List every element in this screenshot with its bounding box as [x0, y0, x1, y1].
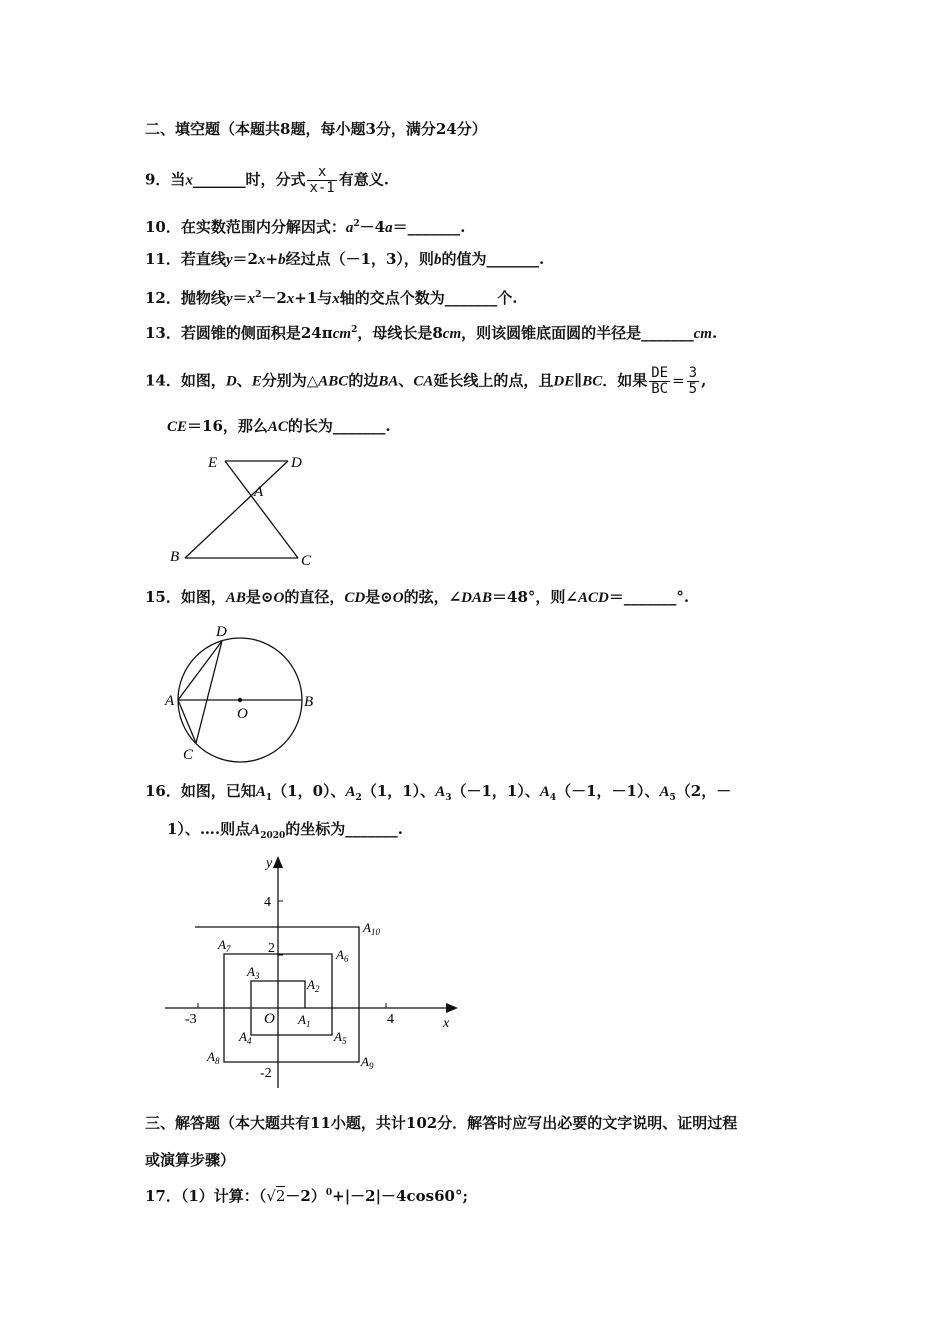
label-A: A — [254, 484, 264, 500]
q14-ABC: ABC — [318, 373, 349, 390]
q14-AC: AC — [267, 419, 288, 435]
label-B: B — [304, 694, 314, 710]
q11-plus: + — [265, 250, 279, 268]
label-C: C — [301, 553, 312, 569]
q16-A3-coord: （－1，1）、 — [451, 782, 540, 800]
q14-sep: 、 — [236, 371, 252, 390]
label-A9: $A_9$ — [361, 1054, 374, 1071]
label-O: O — [237, 706, 248, 722]
q16-A5-letter: A — [659, 784, 670, 800]
q16-line2-pre: 1）、….则点 — [167, 820, 251, 838]
tick-label-x4: 4 — [387, 1012, 394, 1027]
q17-radicand: 2 — [275, 1187, 286, 1205]
tick-label-y4: 4 — [264, 895, 271, 910]
y-axis-arrow-icon — [273, 856, 283, 868]
q14-sep2: 、 — [398, 371, 414, 390]
label-A2: $A_2$ — [307, 977, 320, 994]
question-15 — [145, 587, 689, 608]
figure-15 — [160, 617, 320, 765]
q11-b: b — [278, 252, 286, 268]
q10-text: 10．在实数范围内分解因式： — [145, 218, 346, 236]
label-D: D — [216, 624, 227, 640]
q14-mid2: 的边 — [348, 371, 379, 390]
q17-sqrt: √2 — [266, 1187, 286, 1205]
q15-text: 15．如图， — [145, 588, 226, 606]
figure-14 — [160, 448, 330, 573]
q15-mid5: ＝48°，则∠ — [492, 588, 578, 606]
q11-eq: ＝2 — [232, 250, 258, 268]
q16-A1-sub: 1 — [265, 793, 273, 803]
chord-AD — [178, 641, 222, 700]
q16-A4-sub: 4 — [549, 793, 557, 803]
q12-x3: x — [332, 291, 340, 307]
q14-comma: , — [701, 371, 707, 390]
center-O-dot — [238, 698, 242, 702]
label-A10: $A_{10}$ — [363, 920, 380, 937]
q14-mid: 分别为△ — [261, 371, 319, 390]
q12-y: y — [225, 291, 233, 307]
q16-A2-coord: （1，1）、 — [361, 782, 436, 800]
q16-A1-letter: A — [255, 784, 266, 800]
q11-text: 11．若直线 — [145, 250, 226, 268]
q9-text-post: 有意义. — [338, 170, 389, 189]
q16-A2-sub: 2 — [355, 793, 362, 803]
question-14-line2 — [167, 416, 391, 437]
q13-post: . — [711, 324, 718, 342]
question-16 — [145, 781, 731, 808]
q15-mid2: 的直径， — [284, 588, 345, 606]
q11-post: 的值为_______. — [441, 250, 545, 268]
q15-post: ＝_______°. — [608, 588, 690, 606]
question-12 — [145, 285, 518, 309]
q11-mid: 经过点（－1，3），则 — [285, 250, 434, 268]
tick-label-y2: 2 — [268, 941, 275, 956]
q16-text: 16．如图，已知 — [145, 782, 256, 800]
q14-DE: DE — [553, 373, 575, 390]
q14-CE: CE — [167, 419, 188, 435]
q10-a2: a — [385, 220, 393, 236]
chord-AC — [178, 700, 196, 743]
q13-cm3: cm — [693, 326, 712, 342]
q14-value-num: 3 — [688, 365, 698, 381]
q12-tail: +1与 — [294, 289, 333, 307]
tick-label-y-2: -2 — [260, 1066, 272, 1081]
q16-A5-sub: 5 — [669, 793, 676, 803]
label-D: D — [291, 455, 302, 471]
q11-x: x — [257, 252, 266, 268]
label-A5: $A_5$ — [334, 1029, 347, 1046]
q15-DAB: DAB — [461, 590, 493, 606]
q12-minus2: －2 — [261, 289, 287, 307]
label-A3: $A_3$ — [247, 964, 260, 981]
label-A4: $A_4$ — [239, 1029, 252, 1046]
q14-line2-post: 的长为_______. — [287, 417, 391, 435]
q15-mid3: 是⊙ — [365, 588, 393, 606]
q9-text: 9．当 — [145, 170, 186, 189]
q9-fraction — [307, 165, 336, 196]
q15-O2: O — [392, 590, 404, 606]
q13-cm2: cm — [442, 326, 462, 342]
label-A1: $A_1$ — [298, 1012, 311, 1029]
label-A: A — [165, 693, 175, 709]
label-B: B — [170, 549, 180, 565]
q13-cm: cm — [332, 326, 352, 342]
label-E: E — [208, 455, 218, 471]
q13-mid: ，母线长是8 — [357, 324, 443, 342]
q11-y: y — [225, 252, 233, 268]
q15-O: O — [273, 590, 285, 606]
q15-CD: CD — [344, 590, 366, 606]
question-16-line2 — [167, 819, 403, 846]
q15-AB: AB — [225, 590, 246, 606]
label-A7: $A_7$ — [218, 937, 231, 954]
q12-eq: ＝ — [232, 289, 248, 307]
question-17 — [145, 1183, 468, 1206]
q12-x: x — [247, 291, 256, 307]
q9-blank: _______ — [192, 170, 246, 189]
label-y: y — [266, 856, 273, 871]
q14-E: E — [251, 373, 262, 390]
section-2-heading: 二、填空题（本题共8题，每小题3分，满分24分） — [145, 120, 487, 138]
q15-mid4: 的弦，∠ — [403, 588, 462, 606]
q16-A5-coord: （2，－ — [675, 782, 732, 800]
q10-exp: 2 — [353, 219, 360, 229]
q16-A4-coord: （－1，－1）、 — [556, 782, 660, 800]
q14-mid4: ．如果 — [602, 371, 648, 390]
q14-value-den: 5 — [688, 381, 698, 397]
q14-D: D — [225, 373, 237, 390]
q16-line2-post: 的坐标为_______. — [285, 820, 403, 838]
section-3-heading-line2: 或演算步骤） — [145, 1151, 236, 1169]
q9-var: x — [185, 172, 193, 189]
label-O: O — [264, 1011, 275, 1027]
q16-A2020-letter: A — [250, 822, 261, 838]
q17-text: 17．（1）计算：（ — [145, 1187, 267, 1205]
question-14 — [145, 366, 706, 397]
q17-post: +|－2|－4cos60°; — [332, 1187, 468, 1205]
question-10 — [145, 214, 465, 238]
q9-fraction-num: x — [307, 165, 336, 181]
q14-CA: CA — [413, 373, 434, 390]
label-A6: $A_6$ — [336, 947, 349, 964]
chord-CD — [196, 641, 222, 743]
label-x: x — [443, 1016, 450, 1031]
q11-b2: b — [433, 252, 442, 268]
q14-BC: BC — [582, 373, 603, 390]
q14-text: 14．如图， — [145, 371, 226, 390]
q10-blank: ＝_______. — [392, 218, 466, 236]
q16-A3-letter: A — [435, 784, 446, 800]
figure-16 — [150, 848, 470, 1098]
x-axis-arrow-icon — [446, 1003, 458, 1013]
q14-value-fraction — [687, 366, 699, 397]
question-9 — [145, 165, 389, 196]
q14-parallel: ∥ — [574, 371, 583, 390]
q14-mid3: 延长线上的点，且 — [433, 371, 554, 390]
q15-mid: 是⊙ — [245, 588, 274, 606]
q12-post: 轴的交点个数为_______个. — [339, 289, 518, 307]
q14-BA: BA — [378, 373, 399, 390]
q12-x2: x — [286, 291, 295, 307]
q14-ratio-den: BC — [651, 381, 669, 397]
q14-ratio-fraction — [649, 366, 670, 397]
section-3-heading: 三、解答题（本大题共有11小题，共计102分．解答时应写出必要的文字说明、证明过程 — [145, 1114, 738, 1132]
q15-ACD: ACD — [577, 590, 609, 606]
question-13 — [145, 320, 717, 344]
q9-fraction-den: x-1 — [309, 180, 335, 196]
question-11 — [145, 249, 544, 270]
q12-text: 12．抛物线 — [145, 289, 226, 307]
label-C: C — [183, 747, 194, 763]
q14-ratio-num: DE — [651, 365, 669, 381]
q16-A1-coord: （1，0）、 — [272, 782, 346, 800]
q16-A2-letter: A — [345, 784, 356, 800]
q17-exp: 0 — [325, 1188, 333, 1198]
q13-text: 13．若圆锥的侧面积是24π — [145, 324, 333, 342]
tick-label-x-3: -3 — [185, 1012, 197, 1027]
q16-A2020-sub: 2020 — [260, 831, 286, 841]
q10-minus4: －4 — [359, 218, 386, 236]
q14-eq: = — [672, 371, 685, 390]
q13-mid2: ，则该圆锥底面圆的半径是_______ — [461, 324, 694, 342]
q16-A3-sub: 3 — [445, 793, 452, 803]
q12-exp: 2 — [255, 290, 262, 300]
q17-mid: －2） — [285, 1187, 326, 1205]
q9-text-mid: 时，分式 — [245, 170, 306, 189]
q13-exp: 2 — [351, 325, 358, 335]
q14-line2-mid: ＝16，那么 — [187, 417, 268, 435]
q10-a: a — [345, 220, 354, 236]
label-A8: $A_8$ — [207, 1049, 220, 1066]
q16-A4-letter: A — [539, 784, 550, 800]
